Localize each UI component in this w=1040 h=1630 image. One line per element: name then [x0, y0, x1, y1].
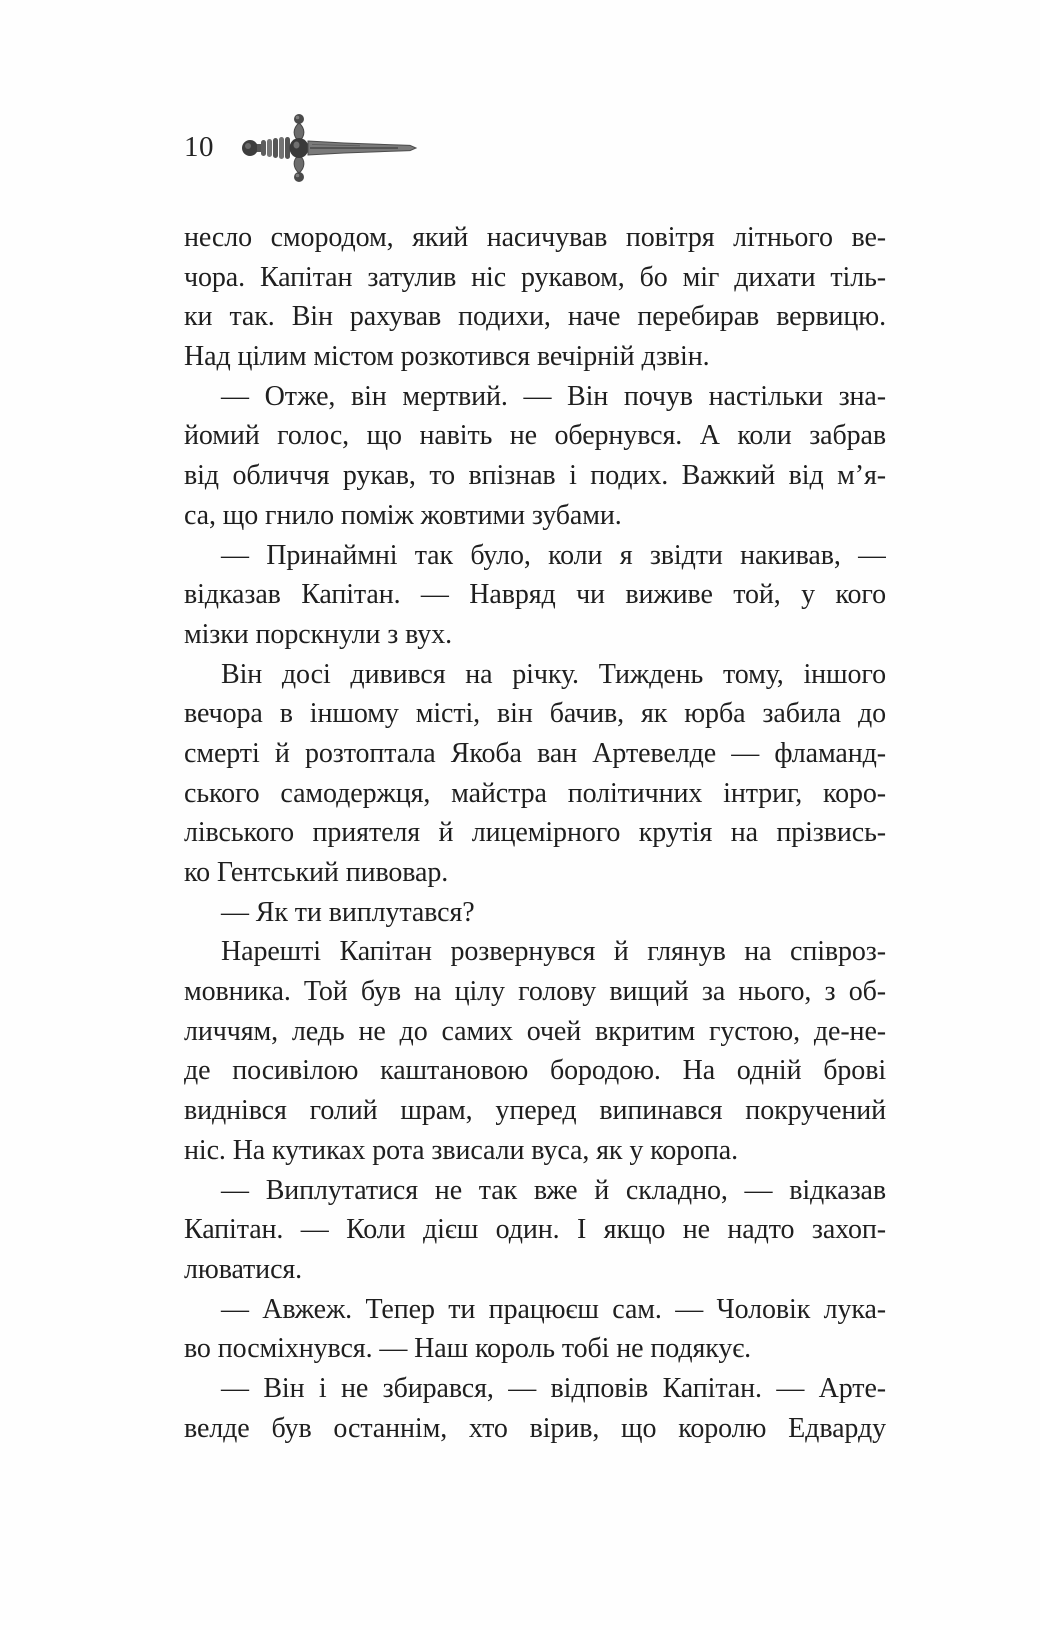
page-number: 10	[184, 131, 214, 163]
text-line: личчям, ледь не до самих очей вкритим густою, де-не-	[184, 1015, 886, 1047]
text-line: — Як ти виплутався?	[221, 896, 475, 928]
text-line: чора. Капітан затулив ніс рукавом, бо міг дихати тіль-	[184, 261, 886, 293]
paragraph	[184, 536, 886, 655]
text-line: мізки порскнули з вух.	[184, 618, 452, 650]
text-line: Над цілим містом розкотився вечірній дзвін.	[184, 341, 710, 373]
paragraph	[184, 218, 886, 377]
text-line: йомий голос, що навіть не обернувся. А коли забрав	[184, 420, 886, 452]
text-line: во посміхнувся. — Наш король тобі не подякує.	[184, 1333, 752, 1365]
text-line: вечора в іншому місті, він бачив, як юрба забила до	[184, 698, 886, 730]
paragraph	[184, 1369, 886, 1448]
text-line: ки так. Він рахував подихи, наче перебирав вервицю.	[184, 301, 886, 333]
text-line: відказав Капітан. — Навряд чи виживе той, у кого	[184, 579, 886, 611]
text-line: — Він і не збирався, — відповів Капітан. — Арте-	[221, 1372, 886, 1404]
text-line: лівського приятеля й лицемірного крутія на прізвись-	[184, 817, 886, 849]
text-line: ко Гентський пивовар.	[184, 857, 449, 888]
text-line: мовника. Той був на цілу голову вищий за нього, з об-	[184, 976, 886, 1008]
text-line: несло смородом, який насичував повітря літнього ве-	[184, 222, 886, 253]
book-text	[184, 218, 886, 1448]
text-line: — Отже, він мертвий. — Він почув настільки зна-	[221, 380, 886, 412]
text-line: де посивілою каштановою бородою. На одній брові	[184, 1055, 886, 1087]
paragraph	[184, 655, 886, 893]
paragraph	[184, 893, 886, 933]
text-line: Він досі дивився на річку. Тиждень тому, іншого	[221, 658, 886, 690]
paragraph	[184, 932, 886, 1170]
text-line: виднівся голий шрам, уперед випинався покручений	[184, 1095, 886, 1127]
text-line: велде був останнім, хто вірив, що королю Едварду	[184, 1412, 886, 1444]
text-line: — Виплутатися не так вже й складно, — відказав	[221, 1174, 886, 1206]
text-line: Капітан. — Коли дієш один. І якщо не надто захоп-	[184, 1214, 886, 1246]
text-line: — Авжеж. Тепер ти працюєш сам. — Чоловік лука-	[221, 1293, 886, 1325]
text-line: са, що гнило поміж жовтими зубами.	[184, 499, 622, 531]
paragraph	[184, 377, 886, 536]
dagger-ornament-icon	[240, 110, 420, 186]
text-line: смерті й розтоптала Якоба ван Артевелде — фламанд-	[184, 737, 886, 769]
text-line: люватися.	[184, 1253, 303, 1285]
text-line: — Принаймні так було, коли я звідти накивав, —	[221, 539, 886, 571]
paragraph	[184, 1290, 886, 1369]
paragraph	[184, 1171, 886, 1290]
text-line: ніс. На кутиках рота звисали вуса, як у коропа.	[184, 1134, 739, 1166]
text-line: Нарешті Капітан розвернувся й глянув на співроз-	[221, 936, 886, 968]
text-line: ського самодержця, майстра політичних інтриг, коро-	[184, 777, 886, 809]
text-line: від обличчя рукав, то впізнав і подих. Важкий від м’я-	[184, 460, 886, 492]
